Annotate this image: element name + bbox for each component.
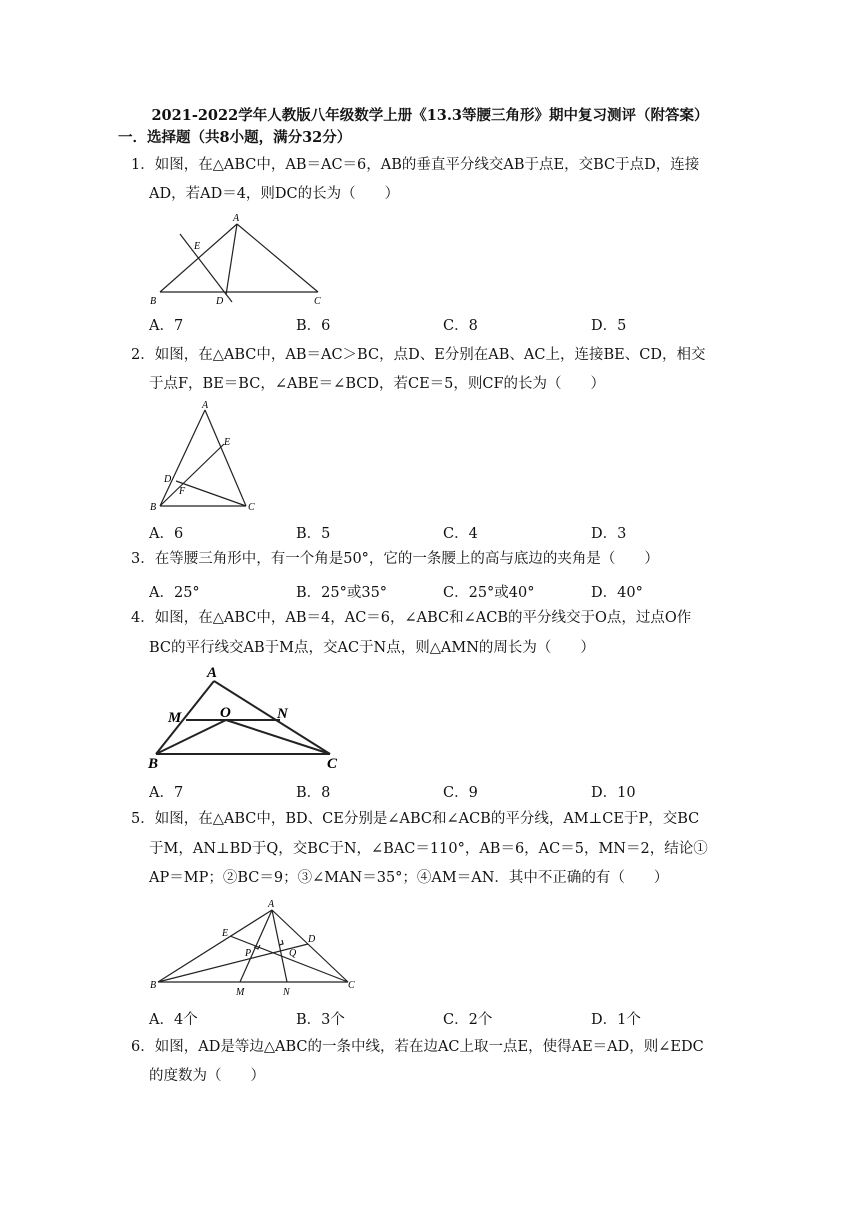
option-a[interactable]: A．25° (149, 585, 200, 601)
section-heading: 一．选择题（共8小题，满分32分） (118, 129, 352, 146)
option-a[interactable]: A．4个 (149, 1012, 198, 1028)
segment-oc (226, 720, 330, 754)
figure-q4 (140, 664, 350, 774)
option-b[interactable]: B．5 (296, 526, 331, 542)
option-d[interactable]: D．1个 (591, 1012, 641, 1028)
label-a: A (207, 665, 218, 681)
label-m: M (168, 710, 182, 726)
label-o: O (220, 705, 231, 721)
label-p: P (245, 948, 252, 959)
segment-bo (156, 720, 226, 754)
option-d[interactable]: D．10 (591, 785, 636, 801)
label-a: A (233, 213, 240, 224)
option-c[interactable]: C．2个 (443, 1012, 493, 1028)
right-angle-mark-q (279, 940, 283, 945)
question-text-line: 2．如图，在△ABC中，AB＝AC＞BC，点D、E分别在AB、AC上，连接BE、CD，相交 (131, 347, 706, 363)
figure-q1 (140, 212, 340, 308)
label-d: D (308, 934, 316, 945)
question-text-line: 的度数为（ ） (149, 1068, 265, 1084)
label-e: E (194, 241, 201, 252)
option-a[interactable]: A．6 (149, 526, 184, 542)
option-c[interactable]: C．9 (443, 785, 478, 801)
segment-cd (176, 481, 246, 506)
question-text-line: 4．如图，在△ABC中，AB＝4，AC＝6，∠ABC和∠ACB的平分线交于O点，过点O作 (131, 610, 692, 626)
label-q: Q (289, 948, 297, 959)
label-b: B (150, 980, 157, 991)
option-b[interactable]: B．6 (296, 318, 331, 334)
question-text-line: 6．如图，AD是等边△ABC的一条中线，若在边AC上取一点E，使得AE＝AD，则∠EDC (131, 1039, 704, 1055)
segment-ac (214, 681, 330, 754)
option-c[interactable]: C．8 (443, 318, 478, 334)
label-c: C (348, 980, 355, 991)
question-text-line: 3．在等腰三角形中，有一个角是50°，它的一条腰上的高与底边的夹角是（ ） (131, 551, 659, 567)
label-e: E (222, 928, 229, 939)
label-c: C (314, 296, 321, 307)
question-text-line: BC的平行线交AB于M点，交AC于N点，则△AMN的周长为（ ） (149, 640, 595, 656)
label-b: B (150, 296, 157, 307)
label-d: D (164, 474, 172, 485)
option-b[interactable]: B．25°或35° (296, 585, 388, 601)
question-text-line: 于M，AN⊥BD于Q，交BC于N，∠BAC＝110°，AB＝6，AC＝5，MN＝2，结论① (149, 841, 708, 857)
label-a: A (202, 400, 209, 411)
question-text-line: 1．如图，在△ABC中，AB＝AC＝6，AB的垂直平分线交AB于点E，交BC于点D，连接 (131, 157, 700, 173)
question-text-line: 于点F，BE＝BC，∠ABE＝∠BCD，若CE＝5，则CF的长为（ ） (149, 376, 606, 392)
label-a: A (268, 899, 275, 910)
option-a[interactable]: A．7 (149, 318, 184, 334)
segment-ac (205, 410, 246, 506)
question-text-line: AP＝MP；②BC＝9；③∠MAN＝35°；④AM＝AN．其中不正确的有（ ） (149, 870, 669, 886)
option-c[interactable]: C．4 (443, 526, 478, 542)
question-text-line: 5．如图，在△ABC中，BD、CE分别是∠ABC和∠ACB的平分线，AM⊥CE于P，交BC (131, 811, 700, 827)
segment-an (272, 910, 287, 982)
label-d: D (216, 296, 224, 307)
segment-ab (156, 681, 214, 754)
option-b[interactable]: B．3个 (296, 1012, 345, 1028)
question-text-line: AD，若AD＝4，则DC的长为（ ） (149, 186, 400, 202)
option-d[interactable]: D．5 (591, 318, 627, 334)
page-title: 2021-2022学年人教版八年级数学上册《13.3等腰三角形》期中复习测评（附答案） (151, 107, 709, 124)
label-c: C (248, 502, 255, 513)
segment-ac (272, 910, 348, 982)
label-b: B (150, 502, 157, 513)
option-c[interactable]: C．25°或40° (443, 585, 535, 601)
label-m: M (236, 987, 245, 998)
option-d[interactable]: D．40° (591, 585, 643, 601)
segment-ad (226, 224, 237, 295)
option-b[interactable]: B．8 (296, 785, 331, 801)
label-n: N (283, 987, 290, 998)
label-e: E (224, 437, 231, 448)
figure-q2 (140, 398, 270, 516)
figure-q5 (140, 896, 370, 1000)
option-a[interactable]: A．7 (149, 785, 184, 801)
option-d[interactable]: D．3 (591, 526, 627, 542)
label-c: C (327, 756, 338, 772)
label-b: B (148, 756, 159, 772)
segment-ac (237, 224, 318, 292)
label-n: N (277, 706, 288, 722)
label-f: F (179, 486, 186, 497)
